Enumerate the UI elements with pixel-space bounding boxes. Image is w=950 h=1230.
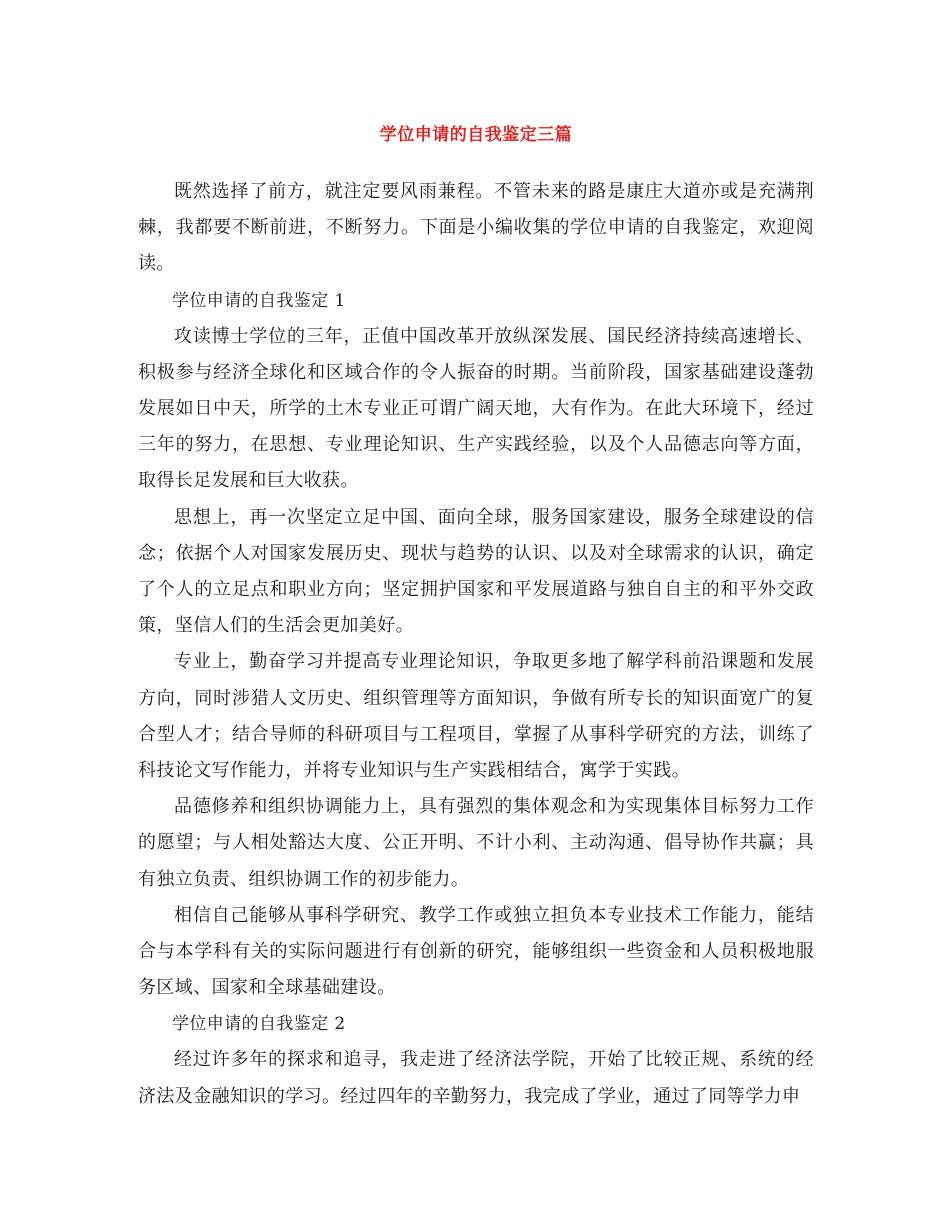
section-1-paragraph: 相信自己能够从事科学研究、教学工作或独立担负本专业技术工作能力，能结合与本学科有关的实际问题进行有创新的研究，能够组织一些资金和人员积极地服务区域、国家和全球基础建设。: [138, 904, 814, 999]
section-1-paragraph: 攻读博士学位的三年，正值中国改革开放纵深发展、国民经济持续高速增长、积极参与经济全球化和区域合作的令人振奋的时期。当前阶段，国家基础建设蓬勃发展如日中天，所学的土木专业正可谓广阔天地，大有作为。在此大环境下，经过三年的努力，在思想、专业理论知识、生产实践经验，以及个人品德志向等方面，取得长足发展和巨大收获。: [138, 325, 814, 492]
section-1-paragraph: 思想上，再一次坚定立足中国、面向全球，服务国家建设，服务全球建设的信念；依据个人对国家发展历史、现状与趋势的认识、以及对全球需求的认识，确定了个人的立足点和职业方向；坚定拥护国家和平发展道路与独自自主的和平外交政策，坚信人们的生活会更加美好。: [138, 506, 814, 637]
section-2-heading: 学位申请的自我鉴定 2: [172, 1014, 346, 1035]
section-2-paragraph: 经过许多年的探求和追寻，我走进了经济法学院，开始了比较正规、系统的经济法及金融知识的学习。经过四年的辛勤努力，我完成了学业，通过了同等学力申: [138, 1049, 814, 1107]
section-1-heading: 学位申请的自我鉴定 1: [172, 290, 346, 311]
section-1-paragraph: 品德修养和组织协调能力上，具有强烈的集体观念和为实现集体目标努力工作的愿望；与人相处豁达大度、公正开明、不计小利、主动沟通、倡导协作共赢；具有独立负责、组织协调工作的初步能力。: [138, 796, 814, 890]
document-title: 学位申请的自我鉴定三篇: [379, 125, 573, 145]
document-body: [138, 118, 814, 1115]
intro-paragraph: 既然选择了前方，就注定要风雨兼程。不管未来的路是康庄大道亦或是充满荆棘，我都要不断前进，不断努力。下面是小编收集的学位申请的自我鉴定，欢迎阅读。: [138, 181, 814, 275]
section-1-paragraph: 专业上，勤奋学习并提高专业理论知识，争取更多地了解学科前沿课题和发展方向，同时涉猎人文历史、组织管理等方面知识，争做有所专长的知识面宽广的复合型人才；结合导师的科研项目与工程项目，掌握了从事科学研究的方法，训练了科技论文写作能力，并将专业知识与生产实践相结合，寓学于实践。: [138, 651, 814, 782]
